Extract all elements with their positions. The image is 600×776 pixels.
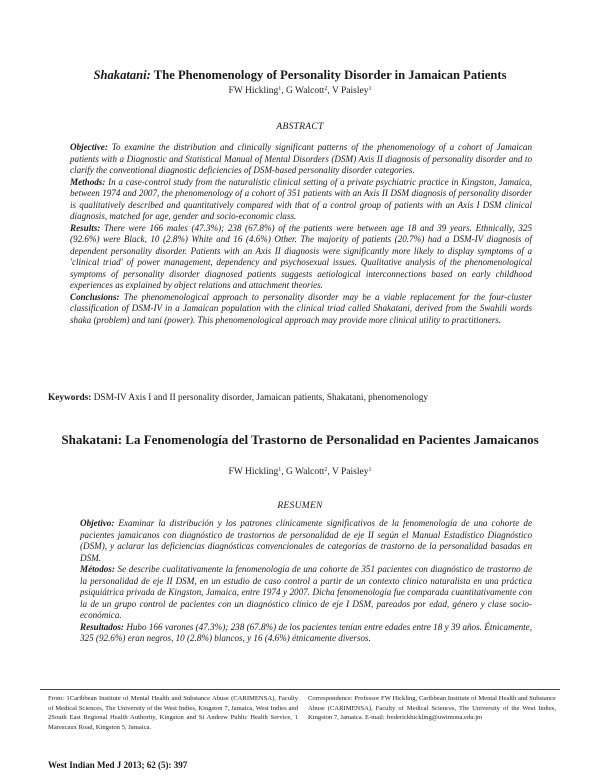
footnote-divider: [40, 689, 560, 690]
abstract-heading: ABSTRACT: [276, 122, 324, 132]
resumen-objetivo: [80, 518, 532, 564]
abstract-results: [70, 223, 532, 292]
author-name: V Paisley: [331, 86, 369, 96]
author-affiliation: 2: [324, 86, 328, 92]
title-main-part: The Phenomenology of Personality Disorder in Jamaican Patients: [150, 68, 507, 82]
section-text: In a case-control study from the naturalistic clinical setting of a private psychiatric practice in Kingston, Jamaica, between 1974 and 2007, the phenomenology of a cohort of 351 patients with an Axis II DSM diagnosis of personality disorder is qualitatively described and quantitatively compared with that of a control group of patients with an Axis I DSM clinical diagnosis, matched for age, gender and socio-economic class.: [70, 176, 532, 221]
author-affiliation: 1: [278, 86, 282, 92]
keywords: [48, 393, 568, 403]
section-text: Hubo 166 varones (47.3%); 238 (67.8%) de los pacientes tenían entre edades entre 18 y 39 años. Étnicamente, 325 (92.6%) eran negros, 10 (2.8%) blancos, y 16 (4.6%) étnicamente diversos.: [80, 621, 532, 643]
abstract-methods: [70, 177, 532, 223]
author-affiliation: 1: [368, 86, 372, 92]
author-name: FW Hickling: [228, 467, 279, 477]
spanish-author-list: FW Hickling$^1$, G Walcott$^2$, V Paisley$^1$: [228, 467, 372, 477]
author-name: G Walcott: [285, 467, 325, 477]
author-name: FW Hickling: [228, 86, 279, 96]
author-affiliation: 2: [324, 467, 328, 473]
journal-citation: West Indian Med J 2013; 62 (5): 397: [48, 760, 188, 770]
title-italic-part: Shakatani:: [93, 68, 151, 82]
abstract-body: [70, 142, 532, 326]
section-label: Objective:: [70, 142, 108, 152]
author-affiliation: 1: [368, 467, 372, 473]
resumen-metodos: [80, 564, 532, 622]
section-label: Métodos:: [80, 564, 115, 574]
section-text: Se describe cualitativamente la fenomenología de una cohorte de 351 pacientes con diagnóstico de trastorno de la personalidad de eje II DSM, en un estudio de caso control a partir de un contexto clínico naturalista en una práctica psiquiátrica privada de Kingston, Jamaica, entre 1974 y 2007. Dicha fenomenología fue comparada cuantitativamente con la de un grupo control de pacientes con un diagnóstico clínico de eje I DSM, pareados por edad, género y clase socio-económica.: [80, 564, 532, 620]
keywords-text: DSM-IV Axis I and II personality disorder, Jamaican patients, Shakatani, phenomenology: [91, 393, 429, 403]
section-label: Results:: [70, 222, 101, 233]
section-text: Examinar la distribución y los patrones clínicamente significativos de la fenomenología de una cohorte de pacientes jamaicanos con diagnóstico de trastornos de personalidad de eje II según el Manual Estadístico Diagnóstico (DSM), y aclarar las deficiencias diagnósticas convencionales de categorías de trastorno de la personalidad basadas en DSM.: [80, 518, 532, 563]
resumen-body: [80, 518, 532, 645]
article-title: [40, 68, 560, 83]
abstract-conclusions: [70, 292, 532, 327]
author-name: V Paisley: [331, 467, 369, 477]
affiliation-footnote: From: 1Caribbean Institute of Mental Health and Substance Abuse (CARIMENSA), Faculty of Medical Sciences, The University of the West Indies, Kingston 7, Jamaica, West Indies and 2South East Regional Health Authority, Kingston and St Andrew Public Health Service, 1 Marescaux Road, Kingston 5, Jamaica.: [48, 695, 298, 732]
section-label: Methods:: [70, 176, 106, 187]
spanish-title: Shakatani: La Fenomenología del Trastorno de Personalidad en Pacientes Jamaicanos: [61, 432, 539, 447]
section-label: Objetivo:: [80, 518, 115, 528]
section-text: The phenomenological approach to personality disorder may be a viable replacement for the four-cluster classification of DSM-IV in a Jamaican population with the clinical triad called Shakatani, derived from the Swahili words shaka (problem) and tani (power). This phenomenological approach may provide more clinical utility to practitioners.: [70, 291, 532, 325]
abstract-objective: [70, 142, 532, 177]
correspondence-footnote: Correspondence: Professor FW Hickling, Caribbean Institute of Mental Health and Substance Abuse (CARIMENSA), Faculty of Medical Sciences, The University of the West Indies, Kingston 7, Jamaica. E-mail: frederickhickling@uwimona.edu.jm: [308, 695, 556, 722]
resumen-resultados: [80, 622, 532, 645]
section-text: There were 166 males (47.3%); 238 (67.8%) of the patients were between age 18 and 39 years. Ethnically, 325 (92.6%) were Black, 10 (2.8%) White and 16 (4.6%) Other. The majority of patients (20.7%) had a DSM-IV diagnosis of dependent personality disorder. Patients with an Axis II diagnosis were significantly more likely to display symptoms of a 'clinical triad' of power management, dependency and psychosexual issues. Qualitative analysis of the phenomenological symptoms of personality disorder diagnosed patients suggests aetiological interconnections based on early childhood experiences as explained by object relations and attachment theories.: [70, 222, 532, 290]
author-name: G Walcott: [285, 86, 325, 96]
keywords-label: Keywords:: [48, 393, 92, 403]
section-label: Resultados:: [80, 621, 124, 632]
author-list: FW Hickling$^1$, G Walcott$^2$, V Paisley$^1$: [228, 86, 372, 96]
author-affiliation: 1: [278, 467, 282, 473]
section-text: To examine the distribution and clinically significant patterns of the phenomenology of a cohort of Jamaican patients with a Diagnostic and Statistical Manual of Mental Disorders (DSM) Axis II diagnosis of personality disorder and to clarify the conventional diagnostic deficiencies of DSM-based personality disorder categories.: [70, 142, 532, 175]
section-label: Conclusions:: [70, 291, 120, 302]
resumen-heading: RESUMEN: [277, 501, 323, 511]
